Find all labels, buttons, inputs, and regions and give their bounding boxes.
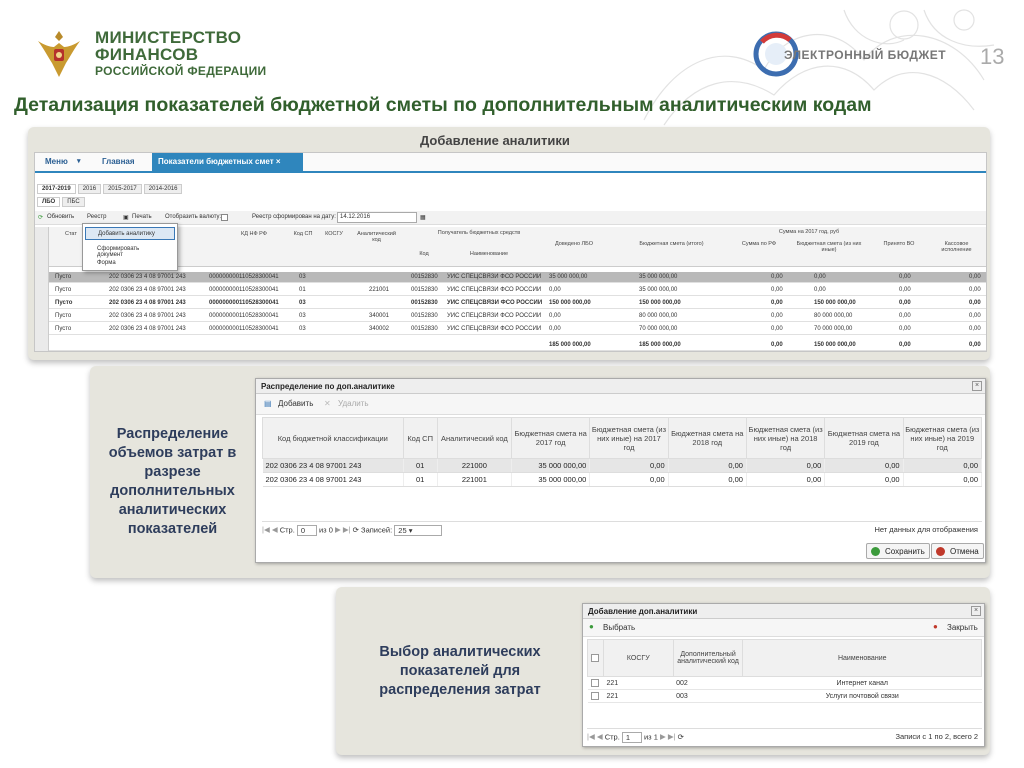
register-button[interactable]: Реестр — [87, 214, 107, 220]
register-dropdown-menu — [82, 223, 178, 271]
grid-cell-kd: 202 0306 23 4 08 97001 243 — [109, 287, 186, 293]
distribution-dialog — [255, 378, 986, 563]
col-code[interactable]: Код — [419, 251, 429, 257]
table-cell: Услуги почтовой связи — [743, 690, 982, 703]
total-other: 150 000 000,00 — [814, 342, 856, 348]
close-red-icon[interactable]: ● — [933, 622, 938, 631]
distribution-pager — [262, 521, 982, 535]
grid-header — [49, 227, 987, 267]
page-of: из 0 — [318, 525, 333, 535]
table-cell: 0,00 — [590, 473, 668, 487]
grid-cell-name: УИС СПЕЦСВЯЗИ ФСО РОССИИ — [447, 326, 542, 332]
save-button[interactable] — [866, 543, 930, 559]
next-page-icon[interactable]: ▶ — [334, 525, 341, 535]
tab-year-2014-2016[interactable]: 2014-2016 — [144, 184, 183, 194]
side-filter-strip[interactable] — [35, 227, 49, 352]
grid-cell-cash: 0,00 — [969, 313, 981, 319]
col-sum-group: Сумма на 2017 год, руб — [778, 229, 840, 235]
last-page-icon[interactable]: ▶| — [667, 732, 676, 742]
grid-cell-name: УИС СПЕЦСВЯЗИ ФСО РОССИИ — [447, 287, 542, 293]
grid-row[interactable] — [49, 272, 987, 283]
grid-row[interactable] — [49, 324, 987, 335]
grid-cell-status: Пусто — [55, 326, 72, 332]
table-row[interactable] — [588, 690, 982, 703]
col-header[interactable]: Бюджетная смета на 2019 год — [825, 418, 903, 459]
grid-cell-other: 150 000 000,00 — [814, 300, 856, 306]
col-status[interactable]: Стат — [65, 231, 77, 237]
table-cell: Интернет канал — [743, 677, 982, 690]
table-cell: 0,00 — [903, 459, 981, 473]
col-accepted[interactable]: Принято ВО — [883, 241, 915, 247]
add-analytics-dialog — [582, 603, 985, 747]
col-header[interactable]: Бюджетная смета на 2018 год — [668, 418, 746, 459]
grid-cell-other: 70 000 000,00 — [814, 326, 853, 332]
add-analytics-dialog-title: Добавление доп.аналитики — [583, 604, 984, 619]
row-checkbox[interactable] — [591, 679, 599, 687]
records-summary: Записи с 1 по 2, всего 2 — [895, 732, 978, 741]
col-header[interactable]: Бюджетная смета на 2017 год — [512, 418, 590, 459]
grid-cell-code: 00152830 — [411, 274, 438, 280]
total-rf: 0,00 — [771, 342, 783, 348]
grid-cell-cash: 0,00 — [969, 326, 981, 332]
table-cell: 01 — [403, 459, 437, 473]
grid-cell-name: УИС СПЕЦСВЯЗИ ФСО РОССИИ — [447, 274, 542, 280]
grid-cell-lbo: 0,00 — [549, 287, 561, 293]
menu-item-form[interactable]: Форма — [97, 260, 116, 266]
row-checkbox-cell — [588, 677, 604, 690]
cancel-button[interactable] — [931, 543, 984, 559]
menu-item-generate-document[interactable]: Сформировать документ — [97, 246, 140, 258]
close-icon[interactable]: × — [275, 157, 281, 166]
grid-cell-smeta: 70 000 000,00 — [639, 326, 678, 332]
grid-cell-kd2: 000000000110528300041 — [209, 287, 279, 293]
total-accepted: 0,00 — [899, 342, 911, 348]
grid-cell-name: УИС СПЕЦСВЯЗИ ФСО РОССИИ — [447, 313, 542, 319]
close-icon[interactable]: × — [971, 606, 981, 616]
prev-page-icon[interactable]: ◀ — [596, 732, 603, 742]
table-cell: 002 — [673, 677, 743, 690]
col-header[interactable]: Код бюджетной классификации — [263, 418, 404, 459]
grid-cell-name: УИС СПЕЦСВЯЗИ ФСО РОССИИ — [447, 300, 543, 306]
system-name: ЭЛЕКТРОННЫЙ БЮДЖЕТ — [784, 48, 947, 62]
col-lbo[interactable]: Доведено ЛБО — [555, 241, 593, 247]
grid-cell-kd2: 000000000110528300041 — [209, 300, 279, 306]
section-add-analytics-heading: Добавление аналитики — [420, 133, 570, 148]
col-header[interactable]: Дополнительный аналитический код — [673, 640, 743, 677]
col-kd[interactable]: КД НФ РФ — [241, 231, 267, 237]
add-button[interactable]: Добавить — [278, 399, 314, 408]
no-data-message: Нет данных для отображения — [874, 525, 978, 534]
tab-lbo[interactable]: ЛБО — [37, 197, 60, 207]
table-row[interactable] — [263, 459, 982, 473]
ministry-eagle-emblem — [34, 27, 84, 81]
grid-cell-kd: 202 0306 23 4 08 97001 243 — [109, 326, 186, 332]
tab-year-2017-2019[interactable]: 2017-2019 — [37, 184, 76, 194]
grid-cell-smeta: 150 000 000,00 — [639, 300, 681, 306]
delete-button[interactable]: Удалить — [338, 399, 369, 408]
grid-cell-rf: 0,00 — [771, 326, 783, 332]
col-header[interactable]: Код СП — [403, 418, 437, 459]
grid-cell-lbo: 0,00 — [549, 313, 561, 319]
show-currency-label: Отобразить валюту: — [165, 214, 222, 220]
grid-cell-cash: 0,00 — [969, 274, 981, 280]
table-cell: 0,00 — [903, 473, 981, 487]
grid-cell-acc: 0,00 — [899, 313, 911, 319]
add-icon[interactable]: ▤ — [264, 399, 272, 408]
tab-year-2016[interactable]: 2016 — [78, 184, 101, 194]
grid-totals-row — [49, 340, 987, 351]
grid-cell-other: 80 000 000,00 — [814, 313, 853, 319]
grid-cell-other: 0,00 — [814, 274, 826, 280]
table-cell: 202 0306 23 4 08 97001 243 — [263, 459, 404, 473]
grid-cell-rf: 0,00 — [771, 274, 783, 280]
page-of: из 1 — [643, 732, 658, 742]
row-checkbox[interactable] — [591, 692, 599, 700]
grid-cell-smeta: 35 000 000,00 — [639, 274, 678, 280]
ministry-line-3: РОССИЙСКОЙ ФЕДЕРАЦИИ — [95, 64, 267, 78]
table-cell: 202 0306 23 4 08 97001 243 — [263, 473, 404, 487]
grid-cell-code: 00152830 — [411, 300, 438, 306]
table-cell: 0,00 — [746, 459, 824, 473]
grid-cell-smeta: 80 000 000,00 — [639, 313, 678, 319]
register-date-field[interactable]: 14.12.2016 — [337, 212, 417, 223]
select-all-checkbox[interactable] — [591, 654, 599, 662]
grid-cell-rf: 0,00 — [771, 300, 783, 306]
first-page-icon[interactable]: |◀ — [262, 525, 270, 535]
grid-cell-kd2: 000000000110528300041 — [209, 274, 279, 280]
col-analytic-code[interactable]: Аналитический код — [357, 231, 396, 243]
grid-cell-cash: 0,00 — [969, 300, 981, 306]
col-name[interactable]: Наименование — [469, 251, 509, 257]
col-header[interactable]: Аналитический код — [437, 418, 511, 459]
table-row[interactable] — [263, 473, 982, 487]
grid-cell-lbo: 35 000 000,00 — [549, 274, 588, 280]
tab-year-2015-2017[interactable]: 2015-2017 — [103, 184, 142, 194]
grid-cell-kd2: 000000000110528300041 — [209, 313, 279, 319]
grid-cell-other: 0,00 — [814, 287, 826, 293]
col-cash[interactable]: Кассовое исполнение — [941, 241, 972, 253]
check-icon — [871, 547, 880, 556]
refresh-icon[interactable]: ⟳ — [352, 525, 359, 535]
total-smeta: 185 000 000,00 — [639, 342, 681, 348]
page-input[interactable]: 1 — [622, 732, 642, 743]
tab-pbs[interactable]: ПБС — [62, 197, 85, 207]
col-header[interactable]: КОСГУ — [603, 640, 673, 677]
section-distribution-description: Распределение объемов затрат в разрезе дополнительных аналитических показателей — [108, 426, 237, 537]
table-cell: 221 — [603, 690, 673, 703]
col-kod-sp[interactable]: Код СП — [293, 231, 313, 237]
grid-cell-sp: 01 — [299, 287, 306, 293]
grid-cell-lbo: 0,00 — [549, 326, 561, 332]
ministry-line-1: МИНИСТЕРСТВО — [95, 28, 242, 47]
register-date-label: Реестр сформирован на дату: — [252, 214, 336, 220]
grid-cell-sp: 03 — [299, 300, 306, 306]
refresh-icon[interactable]: ⟳ — [38, 215, 44, 221]
table-cell: 221001 — [437, 473, 511, 487]
table-cell: 0,00 — [590, 459, 668, 473]
chevron-down-icon: ▾ — [77, 158, 81, 165]
table-cell: 0,00 — [825, 459, 903, 473]
table-cell: 0,00 — [668, 473, 746, 487]
refresh-button[interactable]: Обновить — [47, 214, 75, 220]
app-screenshot-budget-indicators — [34, 152, 987, 352]
col-recipient[interactable]: Получатель бюджетных средств — [437, 230, 521, 236]
grid-cell-lbo: 150 000 000,00 — [549, 300, 591, 306]
printer-icon[interactable]: ▣ — [123, 215, 129, 221]
print-button[interactable]: Печать — [132, 214, 152, 220]
records-select[interactable]: 25 ▾ — [394, 525, 442, 536]
table-cell: 01 — [403, 473, 437, 487]
ministry-name — [95, 29, 266, 79]
grid-cell-kd2: 000000000110528300041 — [209, 326, 279, 332]
grid-cell-an: 340001 — [369, 313, 390, 319]
grid-cell-rf: 0,00 — [771, 287, 783, 293]
section-selection-description: Выбор аналитических показателей для распределения затрат — [379, 644, 541, 698]
cancel-icon — [936, 547, 945, 556]
choose-button[interactable]: Выбрать — [603, 623, 636, 632]
slide-title: Детализация показателей бюджетной сметы по дополнительным аналитическим кодам — [14, 94, 872, 116]
check-icon[interactable]: ● — [589, 622, 594, 631]
cancel-label: Отмена — [950, 547, 979, 556]
grid-cell-status: Пусто — [55, 287, 72, 293]
grid-cell-rf: 0,00 — [771, 313, 783, 319]
grid-cell-sp: 03 — [299, 313, 306, 319]
distribution-dialog-title: Распределение по доп.аналитике — [256, 379, 985, 394]
page-label: Стр. — [604, 732, 620, 742]
records-value: 25 — [398, 526, 407, 535]
prev-page-icon[interactable]: ◀ — [271, 525, 278, 535]
table-cell: 221000 — [437, 459, 511, 473]
table-cell: 221 — [603, 677, 673, 690]
grid-cell-an: 221001 — [369, 287, 390, 293]
ministry-line-2: ФИНАНСОВ — [95, 45, 199, 64]
close-icon[interactable]: × — [972, 381, 982, 391]
menu-button[interactable]: Меню — [45, 157, 68, 166]
records-label: Записей: — [361, 525, 393, 535]
close-button[interactable]: Закрыть — [947, 623, 978, 632]
grid-row[interactable] — [49, 298, 987, 309]
page-number: 13 — [980, 44, 1005, 69]
table-cell: 35 000 000,00 — [512, 473, 590, 487]
table-row[interactable] — [588, 677, 982, 690]
tab-main[interactable]: Главная — [102, 157, 135, 166]
last-page-icon[interactable]: ▶| — [342, 525, 351, 535]
grid-cell-acc: 0,00 — [899, 326, 911, 332]
total-cash: 0,00 — [969, 342, 981, 348]
year-tabs — [37, 184, 184, 194]
col-kosgu[interactable]: КОСГУ — [325, 231, 343, 237]
grid-cell-sp: 03 — [299, 274, 306, 280]
grid-cell-kd: 202 0306 23 4 08 97001 243 — [109, 274, 186, 280]
col-smeta[interactable]: Бюджетная смета (итого) — [639, 241, 704, 247]
distribution-toolbar — [256, 394, 985, 415]
grid-cell-code: 00152830 — [411, 313, 438, 319]
grid-cell-an: 340002 — [369, 326, 390, 332]
next-page-icon[interactable]: ▶ — [659, 732, 666, 742]
grid-cell-smeta: 35 000 000,00 — [639, 287, 678, 293]
table-cell: 003 — [673, 690, 743, 703]
col-sum-rf[interactable]: Сумма по РФ — [741, 241, 777, 247]
page-input[interactable]: 0 — [297, 525, 317, 536]
tab-budget-indicators[interactable] — [152, 153, 303, 173]
delete-icon[interactable]: ✕ — [324, 399, 331, 408]
grid-cell-status: Пусто — [55, 313, 72, 319]
grid-cell-acc: 0,00 — [899, 300, 911, 306]
grid-row[interactable] — [49, 285, 987, 296]
page-label: Стр. — [279, 525, 295, 535]
first-page-icon[interactable]: |◀ — [587, 732, 595, 742]
col-header[interactable]: Бюджетная смета (из них иные) на 2018 год — [746, 418, 824, 459]
grid-cell-code: 00152830 — [411, 287, 438, 293]
col-header[interactable]: Бюджетная смета (из них иные) на 2019 год — [903, 418, 981, 459]
col-smeta-other[interactable]: Бюджетная смета (из них иные) — [796, 241, 862, 253]
grid-cell-code: 00152830 — [411, 326, 438, 332]
table-cell: 0,00 — [825, 473, 903, 487]
table-cell: 35 000 000,00 — [512, 459, 590, 473]
menu-item-add-analytics[interactable]: Добавить аналитику — [85, 227, 175, 240]
select-all-cell — [588, 640, 604, 677]
save-label: Сохранить — [885, 547, 925, 556]
row-checkbox-cell — [588, 690, 604, 703]
refresh-icon[interactable]: ⟳ — [677, 732, 684, 742]
grid-cell-cash: 0,00 — [969, 287, 981, 293]
tab-budget-indicators-label: Показатели бюджетных смет — [158, 157, 274, 166]
grid-cell-status: Пусто — [55, 300, 73, 306]
show-currency-checkbox[interactable] — [221, 214, 228, 221]
analytics-select-table — [587, 639, 982, 703]
col-header[interactable]: Бюджетная смета (из них иные) на 2017 год — [590, 418, 668, 459]
distribution-table — [262, 417, 982, 487]
grid-cell-sp: 03 — [299, 326, 306, 332]
grid-cell-acc: 0,00 — [899, 274, 911, 280]
sub-tabs — [37, 197, 87, 207]
table-cell: 0,00 — [668, 459, 746, 473]
grid-cell-acc: 0,00 — [899, 287, 911, 293]
grid-row[interactable] — [49, 311, 987, 322]
col-header[interactable]: Наименование — [743, 640, 982, 677]
app-menubar — [35, 153, 986, 173]
grid-cell-kd: 202 0306 23 4 08 97001 243 — [109, 313, 186, 319]
grid-cell-status: Пусто — [55, 274, 72, 280]
grid-cell-kd: 202 0306 23 4 08 97001 243 — [109, 300, 186, 306]
calendar-icon[interactable]: ▦ — [420, 215, 426, 221]
add-analytics-toolbar — [583, 619, 984, 637]
total-lbo: 185 000 000,00 — [549, 342, 591, 348]
select-pager — [587, 728, 982, 743]
table-cell: 0,00 — [746, 473, 824, 487]
